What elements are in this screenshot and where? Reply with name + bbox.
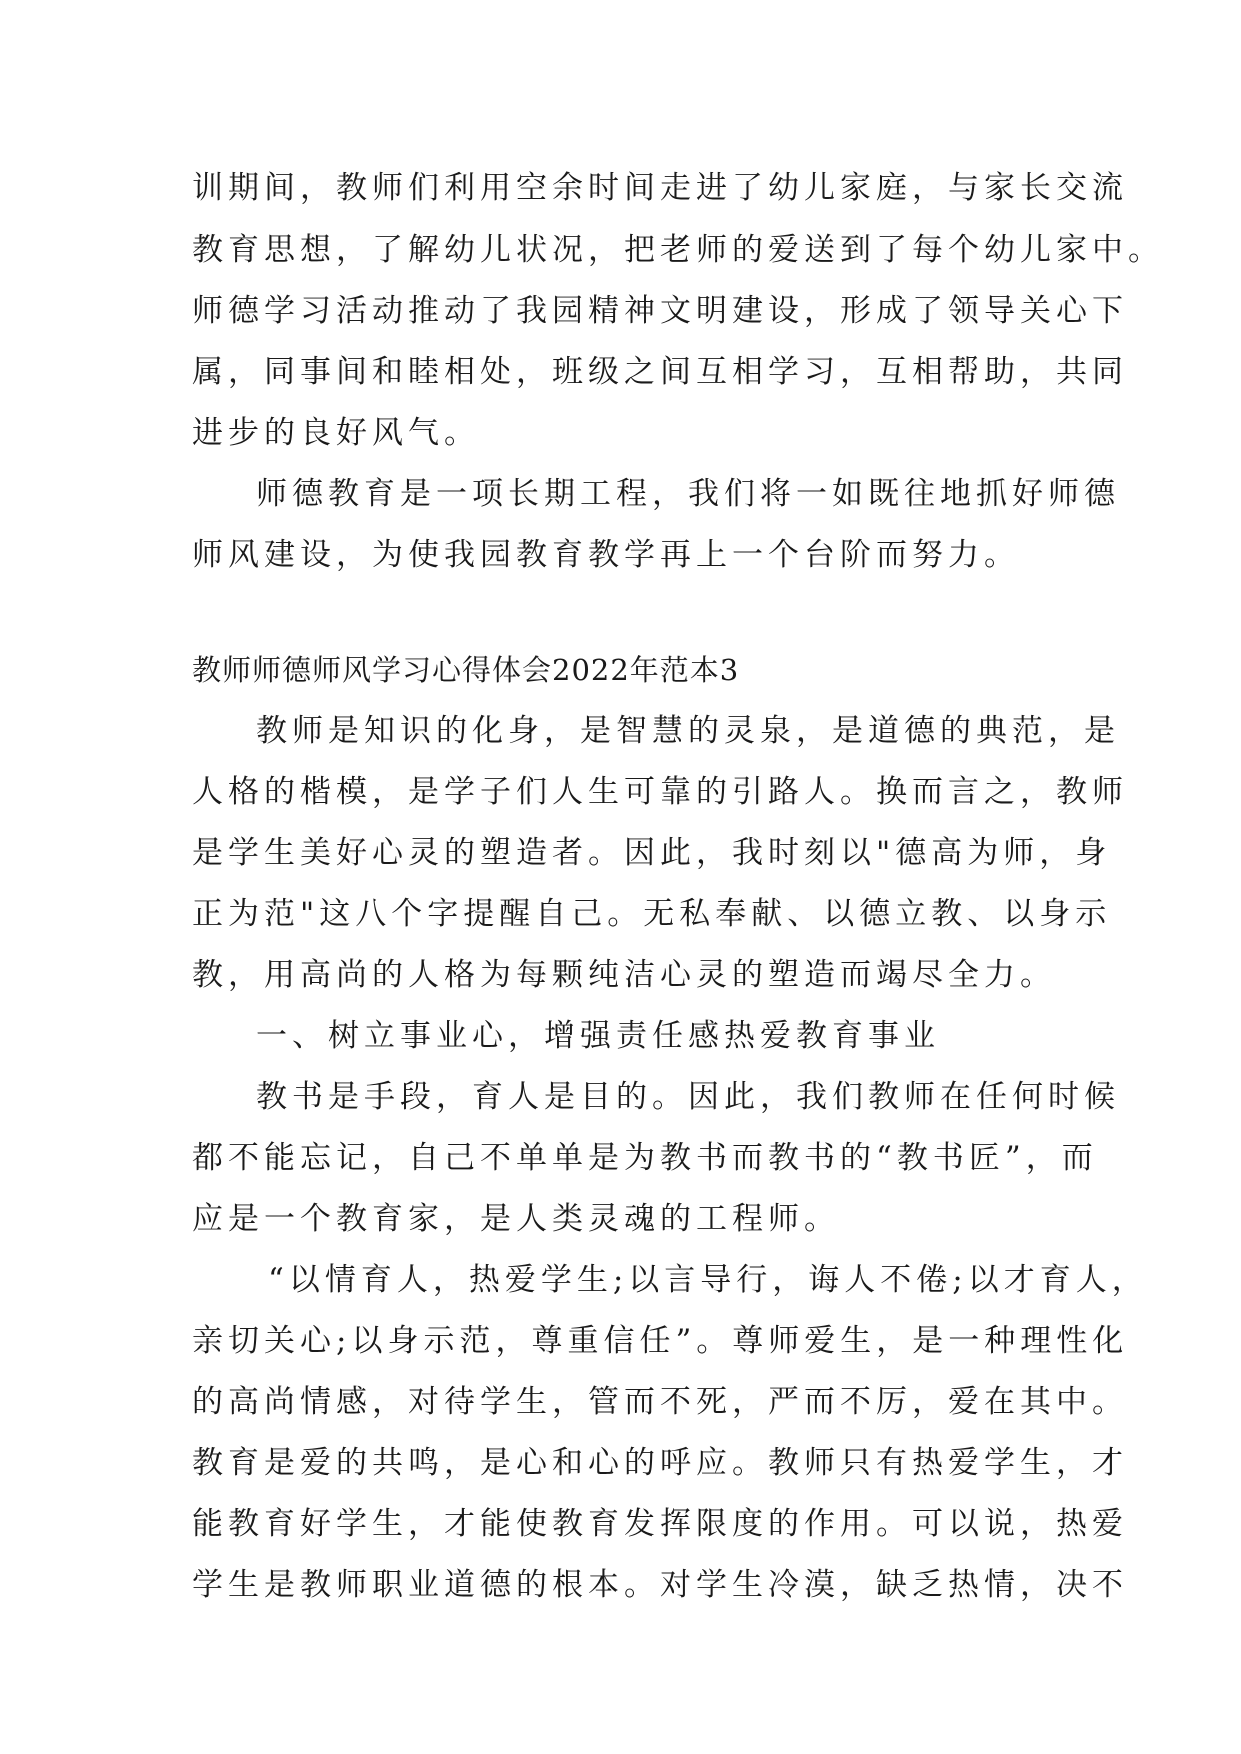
paragraph-line: 进步的良好风气。 xyxy=(192,415,480,451)
paragraph-line: “以情育人，热爱学生;以言导行，诲人不倦;以才育人， xyxy=(268,1262,1148,1298)
paragraph-line: 教书是手段，育人是目的。因此，我们教师在任何时候 xyxy=(256,1079,1120,1115)
paragraph-line: 都不能忘记，自己不单单是为教书而教书的“教书匠”，而 xyxy=(192,1140,1098,1176)
paragraph-line: 教师是知识的化身，是智慧的灵泉，是道德的典范，是 xyxy=(256,713,1120,749)
paragraph-line: 正为范"这八个字提醒自己。无私奉献、以德立教、以身示 xyxy=(192,896,1112,932)
paragraph-line: 学生是教师职业道德的根本。对学生冷漠，缺乏热情，决不 xyxy=(192,1567,1128,1603)
paragraph-line: 师德学习活动推动了我园精神文明建设，形成了领导关心下 xyxy=(192,293,1128,329)
section-heading: 教师师德师风学习心得体会2022年范本3 xyxy=(192,653,740,687)
subheading-line: 一、树立事业心，增强责任感热爱教育事业 xyxy=(256,1018,940,1054)
paragraph-line: 教育思想，了解幼儿状况，把老师的爱送到了每个幼儿家中。 xyxy=(192,232,1164,268)
paragraph-line: 教，用高尚的人格为每颗纯洁心灵的塑造而竭尽全力。 xyxy=(192,957,1056,993)
paragraph-line: 应是一个教育家，是人类灵魂的工程师。 xyxy=(192,1201,840,1237)
paragraph-line: 师德教育是一项长期工程，我们将一如既往地抓好师德 xyxy=(256,476,1120,512)
paragraph-line: 训期间，教师们利用空余时间走进了幼儿家庭，与家长交流 xyxy=(192,170,1128,206)
paragraph-line: 亲切关心;以身示范，尊重信任”。尊师爱生，是一种理性化 xyxy=(192,1323,1129,1359)
paragraph-line: 人格的楷模，是学子们人生可靠的引路人。换而言之，教师 xyxy=(192,774,1128,810)
paragraph-line: 的高尚情感，对待学生，管而不死，严而不厉，爱在其中。 xyxy=(192,1384,1128,1420)
paragraph-line: 教育是爱的共鸣，是心和心的呼应。教师只有热爱学生，才 xyxy=(192,1445,1128,1481)
paragraph-line: 是学生美好心灵的塑造者。因此，我时刻以"德高为师，身 xyxy=(192,835,1112,871)
paragraph-line: 师风建设，为使我园教育教学再上一个台阶而努力。 xyxy=(192,537,1020,573)
paragraph-line: 能教育好学生，才能使教育发挥限度的作用。可以说，热爱 xyxy=(192,1506,1128,1542)
paragraph-line: 属，同事间和睦相处，班级之间互相学习，互相帮助，共同 xyxy=(192,354,1128,390)
